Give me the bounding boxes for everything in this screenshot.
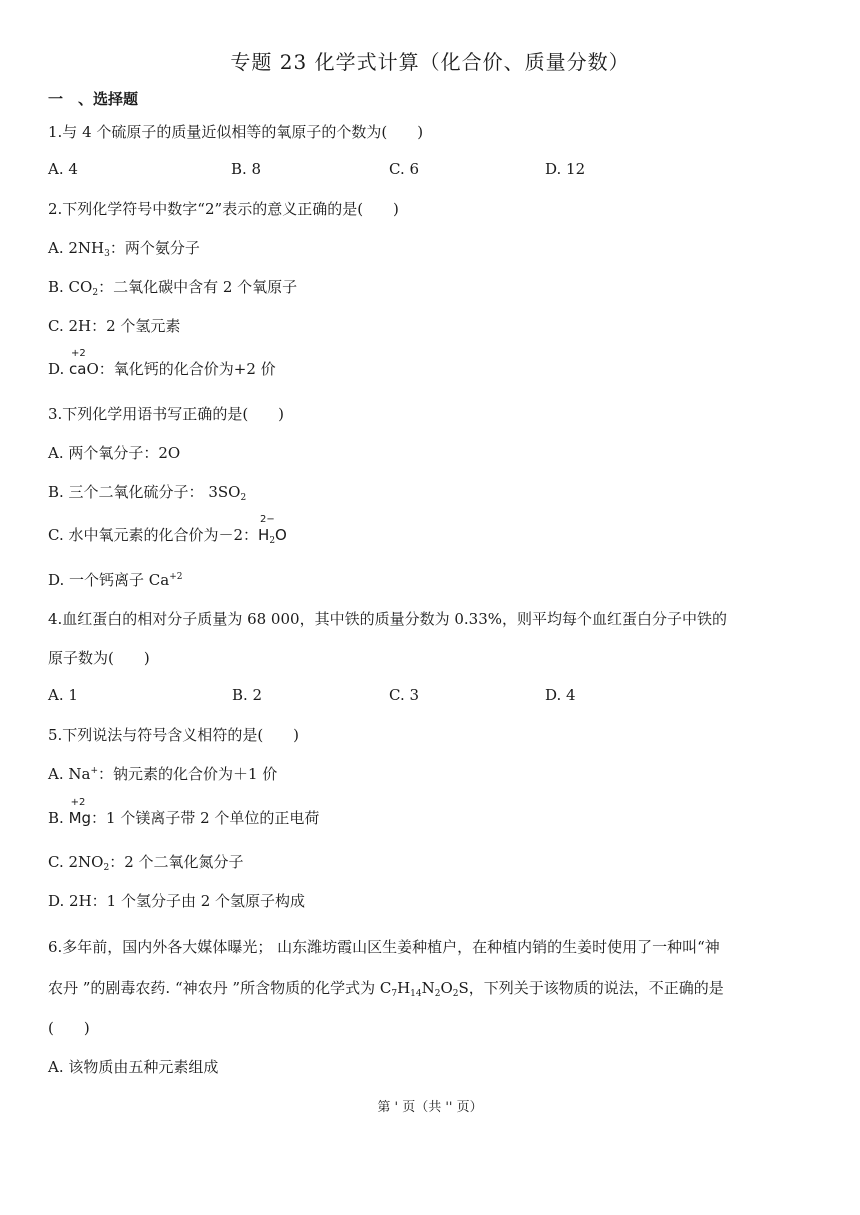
- question-6-stem-line-3: ( ): [48, 1019, 90, 1037]
- question-6-stem-line-1: 6.多年前，国内外各大媒体曝光； 山东潍坊霞山区生姜种植户，在种植内销的生姜时使用了一种叫“神: [48, 938, 720, 956]
- question-2-option-d: D. +2 caO：氧化钙的化合价为+2 价: [48, 348, 276, 378]
- question-4-option-d: D. 4: [545, 686, 576, 704]
- section-heading: 一 、选择题: [48, 90, 139, 108]
- question-5-option-a: A. Na+：钠元素的化合价为＋1 价: [48, 765, 278, 783]
- question-2-stem: 2.下列化学符号中数字“2”表示的意义正确的是( ): [48, 200, 399, 218]
- question-1-stem: 1.与 4 个硫原子的质量近似相等的氧原子的个数为( ): [48, 123, 424, 141]
- question-6-option-a: A. 该物质由五种元素组成: [48, 1058, 219, 1076]
- question-2-option-c: C. 2H：2 个氢元素: [48, 317, 181, 335]
- question-4-stem-line-2: 原子数为( ): [48, 649, 150, 667]
- page-footer: 第 ' 页（共 '' 页）: [377, 1100, 483, 1115]
- valence-formula: +2 ca: [69, 348, 87, 378]
- valence-formula: 2− H: [258, 514, 275, 544]
- question-4-option-a: A. 1: [48, 686, 78, 704]
- valence-formula: +2 Mg: [68, 797, 92, 827]
- question-2-option-b: B. $CO_2$：二氧化碳中含有 2 个氧原子: [48, 278, 298, 298]
- question-4-option-b: B. 2: [232, 686, 263, 704]
- question-4-option-c: C. 3: [389, 686, 420, 704]
- question-1-option-b: B. 8: [231, 160, 262, 178]
- question-1-option-d: D. 12: [545, 160, 586, 178]
- question-6-stem-line-2: 农丹 ”的剧毒农药. “神农丹 ”所含物质的化学式为 $C_7H_{14}N_2O_2S$，下列关于该物质的说法，不正确的是: [48, 979, 724, 999]
- question-3-stem: 3.下列化学用语书写正确的是( ): [48, 405, 285, 423]
- question-5-option-c: C. $2NO_2$：2 个二氧化氮分子: [48, 853, 244, 873]
- question-5-option-d: D. 2H：1 个氢分子由 2 个氢原子构成: [48, 892, 306, 910]
- question-1-option-a: A. 4: [48, 160, 78, 178]
- question-1-option-c: C. 6: [389, 160, 420, 178]
- question-3-option-b: B. 三个二氧化硫分子： $3SO_2$: [48, 483, 247, 503]
- question-5-stem: 5.下列说法与符号含义相符的是( ): [48, 726, 300, 744]
- question-3-option-a: A. 两个氧分子：2O: [48, 444, 181, 462]
- question-4-stem-line-1: 4.血红蛋白的相对分子质量为 68 000，其中铁的质量分数为 0.33%，则平均每个血红蛋白分子中铁的: [48, 610, 727, 628]
- question-2-option-a: A. $2NH_3$：两个氨分子: [48, 239, 200, 259]
- question-3-option-c: C. 水中氧元素的化合价为－2： 2− $H_2O$: [48, 514, 287, 546]
- question-3-option-d: D. 一个钙离子 $Ca^{+2}$: [48, 571, 183, 589]
- question-5-option-b: B. +2 Mg：1 个镁离子带 2 个单位的正电荷: [48, 797, 320, 827]
- page-title: 专题 23 化学式计算（化合价、质量分数）: [230, 50, 630, 74]
